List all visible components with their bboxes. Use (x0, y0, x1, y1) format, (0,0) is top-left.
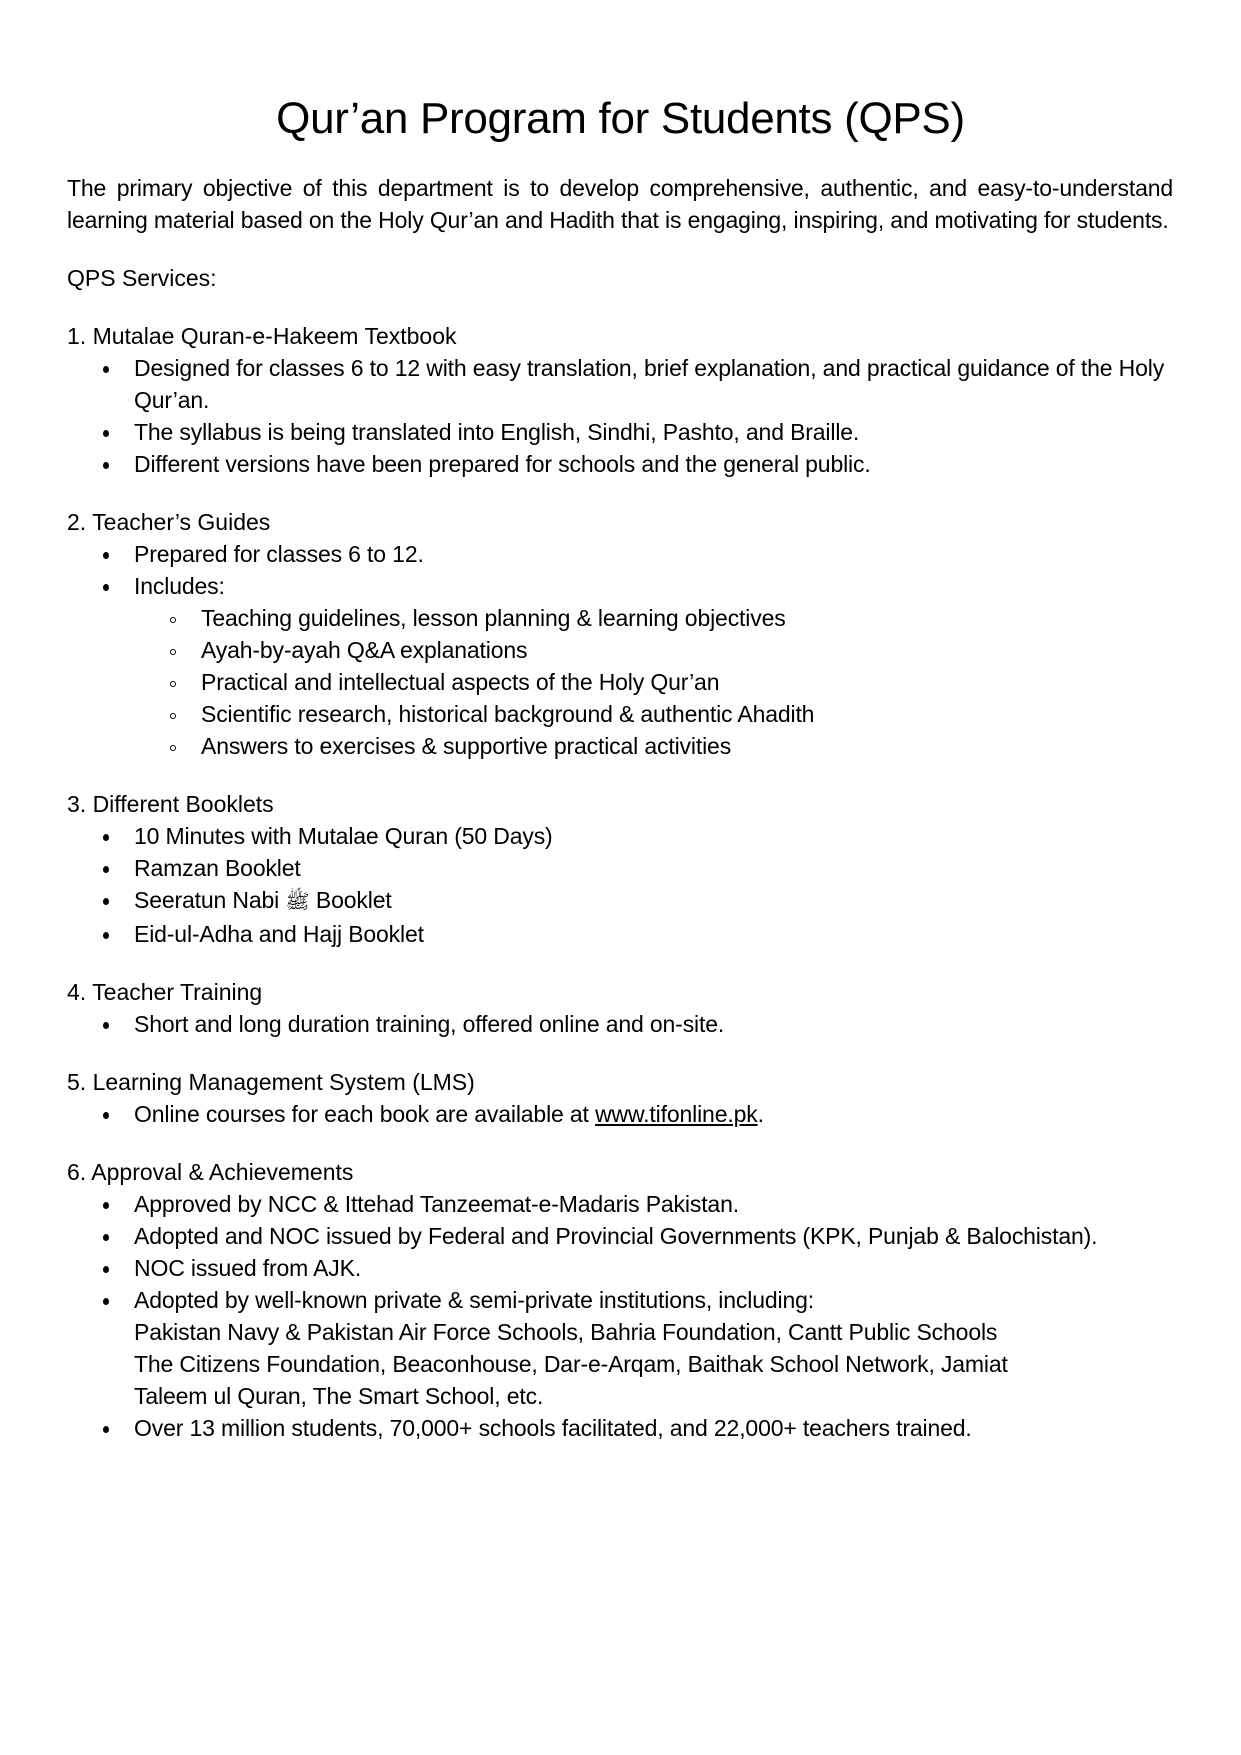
bullet-list (67, 1188, 1173, 1444)
list-item-text: Approved by NCC & Ittehad Tanzeemat-e-Madaris Pakistan. (134, 1191, 739, 1217)
list-item-text: Short and long duration training, offered online and on-site. (134, 1011, 725, 1037)
section-heading: 2. Teacher’s Guides (67, 509, 271, 535)
bullet-icon (103, 430, 109, 437)
sub-list-item (134, 730, 1173, 762)
section-textbook (67, 320, 1173, 480)
hollow-circle-bullet-icon (170, 617, 176, 623)
hollow-circle-bullet-icon (170, 713, 176, 719)
bullet-icon (103, 552, 109, 559)
bullet-icon (103, 1426, 109, 1433)
pbuh-icon: ﷺ (285, 891, 310, 913)
list-item (67, 1008, 1173, 1040)
bullet-icon (103, 1202, 109, 1209)
hollow-circle-bullet-icon (170, 745, 176, 751)
sub-list-item-text: Answers to exercises & supportive practical activities (201, 733, 732, 759)
bullet-list (67, 1008, 1173, 1040)
services-label: QPS Services: (67, 265, 217, 291)
list-item-text: Includes: (134, 573, 225, 599)
bullet-icon (103, 898, 109, 905)
list-item (67, 570, 1173, 762)
list-item-text: NOC issued from AJK. (134, 1255, 362, 1281)
intro-paragraph: The primary objective of this department is to develop comprehensive, authentic, and easy-to-understand learning material based on the Holy Qur’an and Hadith that is engaging, inspiring, and motivating for students. (67, 175, 1173, 233)
list-item-text: Prepared for classes 6 to 12. (134, 541, 424, 567)
sub-list-item-text: Practical and intellectual aspects of the Holy Qur’an (201, 669, 720, 695)
sub-list-item-text: Teaching guidelines, lesson planning & learning objectives (201, 605, 786, 631)
bullet-icon (103, 932, 109, 939)
list-item (67, 1188, 1173, 1220)
bullet-icon (103, 1298, 109, 1305)
list-item-text: Adopted by well-known private & semi-private institutions, including: (134, 1287, 814, 1313)
list-item (67, 1252, 1173, 1284)
sub-list-item (134, 698, 1173, 730)
section-teachers-guides (67, 506, 1173, 762)
section-heading: 3. Different Booklets (67, 791, 274, 817)
bullet-list (67, 1098, 1173, 1130)
bullet-icon (103, 1112, 109, 1119)
sub-list-item-text: Scientific research, historical background & authentic Ahadith (201, 701, 815, 727)
sub-list-item-text: Ayah-by-ayah Q&A explanations (201, 637, 528, 663)
sub-list-item (134, 634, 1173, 666)
list-item (67, 820, 1173, 852)
section-lms (67, 1066, 1173, 1130)
sub-list-item (134, 666, 1173, 698)
section-heading: 1. Mutalae Quran-e-Hakeem Textbook (67, 323, 457, 349)
bullet-icon (103, 1022, 109, 1029)
bullet-list (67, 538, 1173, 762)
hollow-circle-bullet-icon (170, 681, 176, 687)
list-item (67, 416, 1173, 448)
list-item (67, 538, 1173, 570)
list-item-text: Eid-ul-Adha and Hajj Booklet (134, 921, 424, 947)
list-item-text: Designed for classes 6 to 12 with easy translation, brief explanation, and practical guidance of the Holy Qur’an. (134, 355, 1165, 413)
bullet-icon (103, 1234, 109, 1241)
document-title: Qur’an Program for Students (QPS) (276, 94, 965, 143)
list-item-text: The syllabus is being translated into English, Sindhi, Pashto, and Braille. (134, 419, 860, 445)
list-item (67, 852, 1173, 884)
section-heading: 5. Learning Management System (LMS) (67, 1069, 475, 1095)
institutions-line: The Citizens Foundation, Beaconhouse, Dar-e-Arqam, Baithak School Network, Jamiat (134, 1351, 1008, 1377)
bullet-icon (103, 866, 109, 873)
section-approval-achievements (67, 1156, 1173, 1444)
list-item-text: 10 Minutes with Mutalae Quran (50 Days) (134, 823, 553, 849)
document-body (67, 172, 1173, 1444)
list-item-text: Online courses for each book are available at (134, 1101, 589, 1127)
list-item (67, 918, 1173, 950)
bullet-icon (103, 462, 109, 469)
institutions-line: Pakistan Navy & Pakistan Air Force Schools, Bahria Foundation, Cantt Public Schools (134, 1319, 998, 1345)
bullet-icon (103, 584, 109, 591)
list-item (67, 352, 1173, 416)
bullet-icon (103, 1266, 109, 1273)
list-item (67, 448, 1173, 480)
list-item-text: Over 13 million students, 70,000+ schools facilitated, and 22,000+ teachers trained. (134, 1415, 972, 1441)
section-heading: 4. Teacher Training (67, 979, 263, 1005)
sub-list-item (134, 602, 1173, 634)
hollow-circle-bullet-icon (170, 649, 176, 655)
institutions-line: Taleem ul Quran, The Smart School, etc. (134, 1383, 544, 1409)
bullet-icon (103, 366, 109, 373)
list-item-text: Different versions have been prepared for schools and the general public. (134, 451, 871, 477)
list-item-text: Adopted and NOC issued by Federal and Provincial Governments (KPK, Punjab & Balochistan). (134, 1223, 1098, 1249)
section-heading: 6. Approval & Achievements (67, 1159, 354, 1185)
list-item (67, 1412, 1173, 1444)
list-item-text: Seeratun Nabi (134, 887, 280, 913)
bullet-icon (103, 834, 109, 841)
list-item-text: Ramzan Booklet (134, 855, 301, 881)
sub-bullet-list (134, 602, 1173, 762)
list-item-text-suffix: Booklet (315, 887, 392, 913)
bullet-list (67, 820, 1173, 950)
bullet-list (67, 352, 1173, 480)
list-item (67, 1220, 1173, 1252)
link-suffix: . (757, 1101, 764, 1127)
section-booklets (67, 788, 1173, 950)
list-item (67, 1284, 1173, 1412)
list-item (67, 1098, 1173, 1130)
tifonline-link[interactable]: www.tifonline.pk (595, 1101, 758, 1127)
section-teacher-training (67, 976, 1173, 1040)
list-item (67, 884, 1173, 918)
